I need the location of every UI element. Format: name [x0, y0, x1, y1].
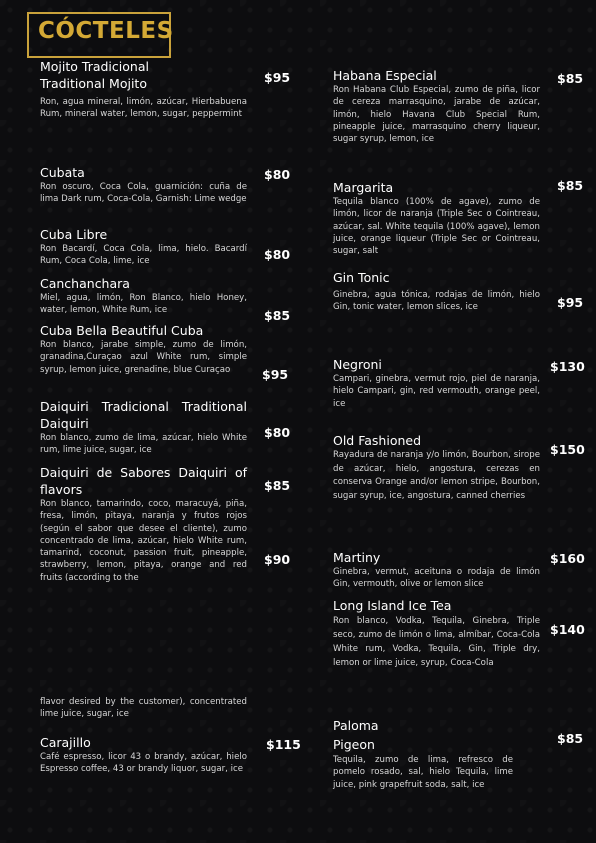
item-description: Ginebra, agua tónica, rodajas de limón, hielo Gin, tonic water, lemon slices, ice [333, 290, 540, 313]
item-description-continued: flavor desired by the customer), concentrated lime juice, sugar, ice [40, 697, 247, 720]
item-name: Daiquiri de Sabores Daiquiri of flavors [40, 465, 247, 497]
menu-item-cuba-libre [40, 226, 247, 268]
item-price: $85 [557, 731, 584, 746]
item-price: $85 [264, 478, 291, 493]
menu-item-long-island [333, 597, 540, 670]
menu-item-cuba-bella [40, 322, 247, 376]
item-description: Ron blanco, jarabe simple, zumo de limón, granadina,Curaçao azul White rum, simple syrup, lemon juice, grenadine, blue Curaçao [40, 340, 247, 375]
item-description: Ron blanco, zumo de lima, azúcar, hielo White rum, lime juice, sugar, ice [40, 433, 247, 456]
item-name: Long Island Ice Tea [333, 598, 452, 613]
item-description: Miel, agua, limón, Ron Blanco, hielo Honey, water, lemon, White Rum, ice [40, 293, 247, 316]
menu-item-paloma [333, 716, 513, 791]
item-description: Tequila, zumo de lima, refresco de pomelo rosado, sal, hielo Tequila, lime juice, pink grapefruit soda, salt, ice [333, 755, 513, 790]
item-name: Gin Tonic [333, 270, 390, 285]
item-description: Campari, ginebra, vermut rojo, piel de naranja, hielo Campari, gin, red vermouth, orange peel, ice [333, 374, 540, 409]
item-name: Habana Especial [333, 68, 437, 83]
item-name: Cuba Libre [40, 227, 108, 242]
menu-item-daiquiri [40, 398, 247, 457]
item-name: Canchanchara [40, 276, 130, 291]
item-price: $95 [557, 295, 584, 310]
item-description: Ron blanco, tamarindo, coco, maracuyá, piña, fresa, limón, pitaya, naranja y frutos rojos (según el sabor que desee el cliente), zumo concentrado de lima, azúcar, hielo White rum, tamarind, coconut, passion fruit, pineapple, strawberry, lemon, pitaya, orange and red fruits (according to the [40, 499, 247, 583]
item-name: Carajillo [40, 735, 91, 750]
menu-item-old-fashioned [333, 432, 540, 503]
item-name: Martiny [333, 550, 381, 565]
item-name: Negroni [333, 357, 382, 372]
item-price: $85 [264, 308, 291, 323]
item-price-alt: $90 [264, 552, 291, 567]
menu-item-cubata [40, 164, 247, 206]
menu-item-carajillo [40, 734, 247, 776]
item-description: Ron, agua mineral, limón, azúcar, Hierbabuena Rum, mineral water, lemon, sugar, peppermint [40, 97, 247, 120]
menu-item-margarita [333, 179, 540, 257]
item-name: Cubata [40, 165, 85, 180]
item-price: $80 [264, 247, 291, 262]
item-description: Ron Habana Club Especial, zumo de piña, licor de cereza marrasquino, jarabe de azúcar, limón, hielo Havana Club Special Rum, pineapple juice, marrasquino cherry liqueur, sugar syrup, lemon, ice [333, 85, 540, 145]
item-description: Ginebra, vermut, aceituna o rodaja de limón Gin, vermouth, olive or lemon slice [333, 567, 540, 590]
item-price: $85 [557, 178, 584, 193]
item-description: Tequila blanco (100% de agave), zumo de limón, licor de naranja (Triple Sec o Cointreau, azúcar, sal. White tequila (100% agave), lemon juice, orange liqueur (Triple Sec or Cointreau, sugar, salt [333, 197, 540, 257]
item-price: $95 [262, 367, 289, 382]
menu-item-canchanchara [40, 275, 247, 317]
item-name: Mojito Tradicional Traditional Mojito [40, 59, 149, 91]
item-price: $115 [266, 737, 301, 752]
item-price: $160 [550, 551, 585, 566]
item-name: Daiquiri Tradicional Traditional Daiquiri [40, 399, 247, 431]
item-price: $130 [550, 359, 585, 374]
item-description: Café espresso, licor 43 o brandy, azúcar, hielo Espresso coffee, 43 or brandy liquor, sugar, ice [40, 752, 247, 775]
menu-item-habana-especial [333, 67, 540, 145]
item-price: $85 [557, 71, 584, 86]
menu-item-negroni [333, 356, 540, 410]
menu-item-martiny [333, 549, 540, 591]
item-name: Old Fashioned [333, 433, 422, 448]
page-title: CÓCTELES [38, 18, 174, 44]
item-description: Ron blanco, Vodka, Tequila, Ginebra, Triple seco, zumo de limón o lima, almíbar, Coca-Cola White rum, Vodka, Tequila, Gin, Triple dry, lemon or lime juice, syrup, Coca-Cola [333, 616, 540, 668]
item-description: Ron Bacardí, Coca Cola, lima, hielo. Bacardí Rum, Coca Cola, lime, ice [40, 244, 247, 267]
item-price: $80 [264, 167, 291, 182]
item-price: $80 [264, 425, 291, 440]
menu-item-daiquiri-sabores [40, 464, 247, 584]
menu-item-mojito [40, 58, 247, 121]
item-name: Paloma Pigeon [333, 718, 379, 752]
item-description: Rayadura de naranja y/o limón, Bourbon, sirope de azúcar, hielo, angostura, cerezas en conserva Orange and/or lemon stripe, Bourbon, sugar syrup, ice, angostura, canned cherries [333, 450, 540, 501]
item-price: $95 [264, 70, 291, 85]
menu-item-continuation [40, 696, 247, 721]
menu-item-gin-tonic [333, 269, 540, 314]
item-description: Ron oscuro, Coca Cola, guarnición: cuña de lima Dark rum, Coca-Cola, Garnish: Lime wedge [40, 182, 247, 205]
item-name: Cuba Bella Beautiful Cuba [40, 323, 204, 338]
item-price: $140 [550, 622, 585, 637]
item-name: Margarita [333, 180, 394, 195]
item-price: $150 [550, 442, 585, 457]
